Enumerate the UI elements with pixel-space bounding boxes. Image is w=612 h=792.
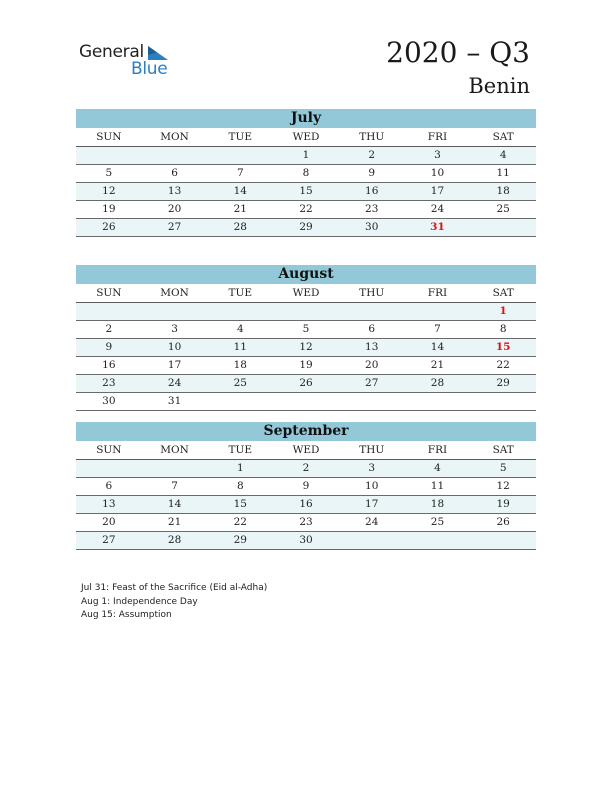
- day-cell: 25: [233, 377, 247, 389]
- weekday-label: THU: [359, 287, 385, 299]
- day-cell: [339, 532, 405, 549]
- weekday-header-row: [76, 284, 536, 303]
- day-cell: 29: [299, 221, 313, 233]
- weekday-label: SAT: [492, 131, 514, 143]
- logo-triangle-icon: [148, 46, 170, 60]
- day-cell: 9: [302, 480, 310, 492]
- weekday-label: TUE: [228, 287, 253, 299]
- holiday-day-cell: 1: [499, 305, 507, 317]
- day-cell: [470, 219, 536, 236]
- day-cell: 2: [302, 462, 310, 474]
- country-name: Benin: [468, 74, 530, 98]
- day-cell: 4: [499, 149, 507, 161]
- day-cell: 21: [167, 516, 182, 528]
- weekday-label: THU: [359, 131, 385, 143]
- day-cell: 27: [365, 377, 379, 389]
- week-row: [76, 357, 536, 375]
- week-row: [76, 201, 536, 219]
- day-cell: 13: [365, 341, 379, 353]
- day-cell: 10: [430, 167, 445, 179]
- day-cell: 10: [365, 480, 379, 492]
- day-cell: 8: [499, 323, 507, 335]
- weekday-label: TUE: [228, 444, 253, 456]
- day-cell: 2: [105, 323, 113, 335]
- logo-text-general: General: [79, 42, 144, 62]
- day-cell: 8: [302, 167, 310, 179]
- day-cell: 23: [299, 516, 313, 528]
- day-cell: [207, 393, 273, 410]
- day-cell: 30: [299, 534, 313, 546]
- day-cell: 16: [365, 185, 379, 197]
- day-cell: 3: [171, 323, 178, 335]
- day-cell: 17: [365, 498, 379, 510]
- weekday-label: SUN: [96, 131, 122, 143]
- day-cell: 22: [496, 359, 510, 371]
- month-title: September: [76, 422, 536, 441]
- day-cell: 26: [299, 377, 313, 389]
- day-cell: 23: [365, 203, 379, 215]
- day-cell: [207, 147, 273, 164]
- weekday-label: FRI: [427, 287, 448, 299]
- day-cell: 26: [496, 516, 510, 528]
- day-cell: 5: [302, 323, 310, 335]
- holiday-note: Aug 15: Assumption: [81, 610, 172, 620]
- day-cell: [142, 460, 208, 477]
- week-row: [76, 478, 536, 496]
- week-row: [76, 460, 536, 478]
- day-cell: 17: [430, 185, 445, 197]
- day-cell: 12: [102, 185, 116, 197]
- weekday-label: FRI: [427, 444, 448, 456]
- day-cell: 4: [236, 323, 244, 335]
- day-cell: 15: [233, 498, 247, 510]
- day-cell: [339, 303, 405, 320]
- weekday-label: SUN: [96, 287, 122, 299]
- month-september: [76, 422, 536, 550]
- day-cell: 6: [105, 480, 113, 492]
- week-row: [76, 165, 536, 183]
- day-cell: 29: [233, 534, 247, 546]
- logo-text-blue: Blue: [131, 59, 168, 79]
- day-cell: 28: [233, 221, 247, 233]
- day-cell: 11: [233, 341, 247, 353]
- day-cell: 28: [167, 534, 182, 546]
- day-cell: 9: [368, 167, 376, 179]
- day-cell: 20: [167, 203, 182, 215]
- day-cell: [76, 147, 142, 164]
- day-cell: 26: [102, 221, 116, 233]
- day-cell: 20: [102, 516, 116, 528]
- day-cell: [76, 460, 142, 477]
- day-cell: 27: [167, 221, 182, 233]
- day-cell: 8: [236, 480, 244, 492]
- day-cell: 21: [233, 203, 247, 215]
- day-cell: 5: [499, 462, 507, 474]
- day-cell: 31: [167, 395, 182, 407]
- weekday-label: SAT: [492, 444, 514, 456]
- day-cell: 24: [167, 377, 182, 389]
- page-title: 2020 – Q3: [386, 36, 530, 69]
- day-cell: 5: [105, 167, 113, 179]
- generalblue-logo: [79, 42, 179, 82]
- day-cell: 25: [430, 516, 445, 528]
- day-cell: 22: [233, 516, 247, 528]
- week-row: [76, 321, 536, 339]
- holiday-note: Jul 31: Feast of the Sacrifice (Eid al-Adha): [81, 583, 268, 593]
- month-title: July: [76, 109, 536, 128]
- day-cell: 17: [167, 359, 182, 371]
- holiday-day-cell: 15: [495, 341, 511, 353]
- weekday-header-row: [76, 128, 536, 147]
- day-cell: 14: [430, 341, 445, 353]
- day-cell: 3: [434, 149, 441, 161]
- day-cell: 6: [368, 323, 376, 335]
- day-cell: [76, 303, 142, 320]
- day-cell: 2: [368, 149, 376, 161]
- day-cell: 29: [496, 377, 510, 389]
- day-cell: 24: [430, 203, 445, 215]
- day-cell: [142, 147, 208, 164]
- day-cell: 24: [365, 516, 379, 528]
- day-cell: 1: [236, 462, 244, 474]
- holiday-day-cell: 31: [430, 221, 445, 233]
- day-cell: 6: [171, 167, 178, 179]
- day-cell: [405, 303, 471, 320]
- day-cell: 18: [496, 185, 510, 197]
- day-cell: 25: [496, 203, 510, 215]
- day-cell: 20: [365, 359, 379, 371]
- day-cell: 4: [434, 462, 441, 474]
- holiday-note: Aug 1: Independence Day: [81, 596, 198, 607]
- day-cell: 30: [365, 221, 379, 233]
- day-cell: 16: [102, 359, 116, 371]
- week-row: [76, 339, 536, 357]
- holiday-notes: [81, 582, 267, 623]
- day-cell: 13: [102, 498, 116, 510]
- week-row: [76, 532, 536, 550]
- week-row: [76, 393, 536, 411]
- day-cell: [273, 303, 339, 320]
- day-cell: 18: [233, 359, 247, 371]
- month-august: [76, 265, 536, 411]
- day-cell: [273, 393, 339, 410]
- day-cell: 1: [302, 149, 310, 161]
- day-cell: 14: [233, 185, 247, 197]
- month-title: August: [76, 265, 536, 284]
- day-cell: [339, 393, 405, 410]
- day-cell: 10: [167, 341, 182, 353]
- weekday-label: TUE: [228, 131, 253, 143]
- day-cell: 27: [102, 534, 116, 546]
- day-cell: 21: [430, 359, 445, 371]
- week-row: [76, 303, 536, 321]
- month-july: [76, 109, 536, 237]
- week-row: [76, 496, 536, 514]
- day-cell: 23: [102, 377, 116, 389]
- day-cell: 18: [430, 498, 445, 510]
- weekday-label: WED: [292, 287, 320, 299]
- weekday-label: WED: [292, 131, 320, 143]
- day-cell: 3: [368, 462, 376, 474]
- day-cell: 12: [496, 480, 510, 492]
- day-cell: [470, 532, 536, 549]
- week-row: [76, 183, 536, 201]
- weekday-header-row: [76, 441, 536, 460]
- weekday-label: FRI: [427, 131, 448, 143]
- day-cell: 16: [299, 498, 313, 510]
- weekday-label: SUN: [96, 444, 122, 456]
- day-cell: 13: [167, 185, 182, 197]
- day-cell: 11: [496, 167, 510, 179]
- day-cell: 15: [299, 185, 313, 197]
- weekday-label: THU: [359, 444, 385, 456]
- day-cell: 19: [496, 498, 510, 510]
- weekday-label: MON: [160, 287, 189, 299]
- weekday-label: MON: [160, 131, 189, 143]
- day-cell: 19: [102, 203, 116, 215]
- day-cell: 7: [434, 323, 441, 335]
- day-cell: [405, 532, 471, 549]
- weekday-label: WED: [292, 444, 320, 456]
- day-cell: 19: [299, 359, 313, 371]
- day-cell: 9: [105, 341, 113, 353]
- day-cell: 11: [430, 480, 445, 492]
- day-cell: 7: [236, 167, 244, 179]
- day-cell: 14: [167, 498, 182, 510]
- day-cell: [207, 303, 273, 320]
- weekday-label: SAT: [492, 287, 514, 299]
- day-cell: [470, 393, 536, 410]
- week-row: [76, 219, 536, 237]
- day-cell: [142, 303, 208, 320]
- day-cell: 7: [171, 480, 178, 492]
- weekday-label: MON: [160, 444, 189, 456]
- week-row: [76, 147, 536, 165]
- day-cell: 28: [430, 377, 445, 389]
- week-row: [76, 514, 536, 532]
- day-cell: 12: [299, 341, 313, 353]
- day-cell: 22: [299, 203, 313, 215]
- week-row: [76, 375, 536, 393]
- day-cell: 30: [102, 395, 116, 407]
- day-cell: [405, 393, 471, 410]
